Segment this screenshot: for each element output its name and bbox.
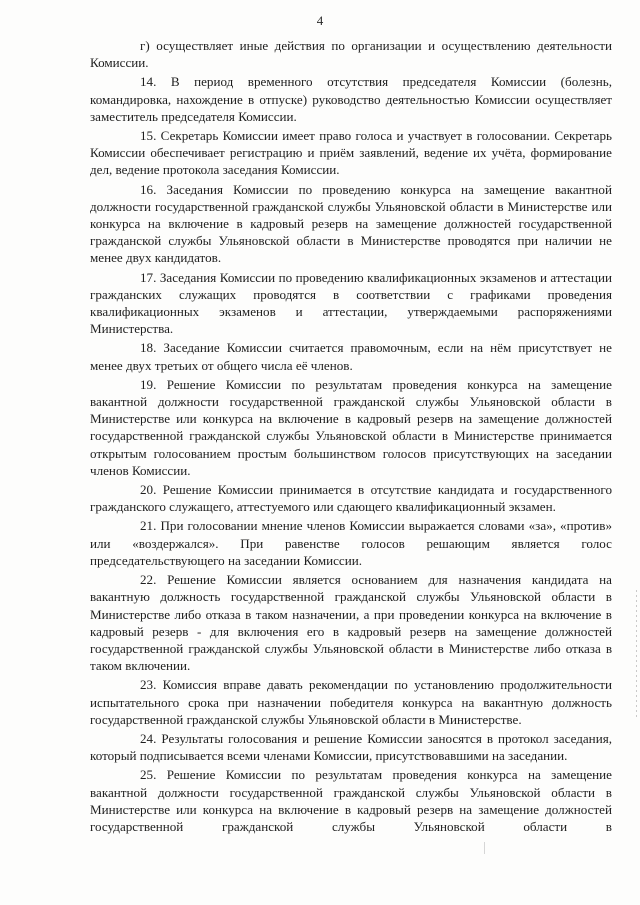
paragraph-16: 16. Заседания Комиссии по проведению конкурса на замещение вакантной должности государственной гражданской службы Ульяновской области в Министерстве или конкурса на включение в кадровый резерв на замещение должностей государственной гражданской службы Ульяновской области в Министерстве проводятся при наличии не менее двух кандидатов. xyxy=(90,181,612,266)
document-body xyxy=(90,37,612,835)
paragraph-25: 25. Решение Комиссии по результатам проведения конкурса на замещение вакантной должности государственной гражданской службы Ульяновской области в Министерстве или конкурса на включение в кадровый резерв на замещение должностей государственной гражданской службы Ульяновской области в xyxy=(90,767,612,834)
paragraph-22: 22. Решение Комиссии является основанием для назначения кандидата на вакантную должность государственной гражданской службы Ульяновской области в Министерстве либо отказа в таком назначении, а при проведении конкурса на включение в кадровый резерв - для включения его в кадровый резерв на замещение должностей государственной гражданской службы Ульяновской области в Министерстве либо отказа в таком включении. xyxy=(90,572,612,674)
paragraph-15: 15. Секретарь Комиссии имеет право голоса и участвует в голосовании. Секретарь Комиссии обеспечивает регистрацию и приём заявлений, ведение их учёта, формирование дел, ведение протокола заседания Комиссии. xyxy=(90,128,612,178)
paragraph-20: 20. Решение Комиссии принимается в отсутствие кандидата и государственного гражданского служащего, аттестуемого или сдающего квалификационный экзамен. xyxy=(90,482,612,515)
scan-artifact xyxy=(636,590,637,720)
paragraph-17: 17. Заседания Комиссии по проведению квалификационных экзаменов и аттестации гражданских служащих проводятся в соответствии с графиками проведения квалификационных экзаменов и аттестации, утверждаемыми распоряжениями Министерства. xyxy=(90,269,612,337)
scan-artifact xyxy=(484,842,485,854)
paragraph-21: 21. При голосовании мнение членов Комиссии выражается словами «за», «против» или «воздержался». При равенстве голосов решающим является голос председательствующего на заседании Комиссии. xyxy=(90,518,612,568)
paragraph-23: 23. Комиссия вправе давать рекомендации по установлению продолжительности испытательного срока при назначении победителя конкурса на вакантную должность государственной гражданской службы Ульяновской области в Министерстве. xyxy=(90,677,612,727)
paragraph-18: 18. Заседание Комиссии считается правомочным, если на нём присутствует не менее двух третьих от общего числа её членов. xyxy=(90,340,612,373)
paragraph-13g: г) осуществляет иные действия по организации и осуществлению деятельности Комиссии. xyxy=(90,38,612,71)
paragraph-24: 24. Результаты голосования и решение Комиссии заносятся в протокол заседания, который подписывается всеми членами Комиссии, присутствовавшими на заседании. xyxy=(90,730,612,764)
paragraph-14: 14. В период временного отсутствия председателя Комиссии (болезнь, командировка, нахождение в отпуске) руководство деятельностью Комиссии осуществляет заместитель председателя Комиссии. xyxy=(90,74,612,124)
paragraph-19: 19. Решение Комиссии по результатам проведения конкурса на замещение вакантной должности государственной гражданской службы Ульяновской области в Министерстве или конкурса на включение в кадровый резерв на замещение должностей государственной гражданской службы Ульяновской области в Министерстве принимается открытым голосованием простым большинством голосов присутствующих на заседании членов Комиссии. xyxy=(90,376,612,478)
page-number: 4 xyxy=(316,13,324,28)
